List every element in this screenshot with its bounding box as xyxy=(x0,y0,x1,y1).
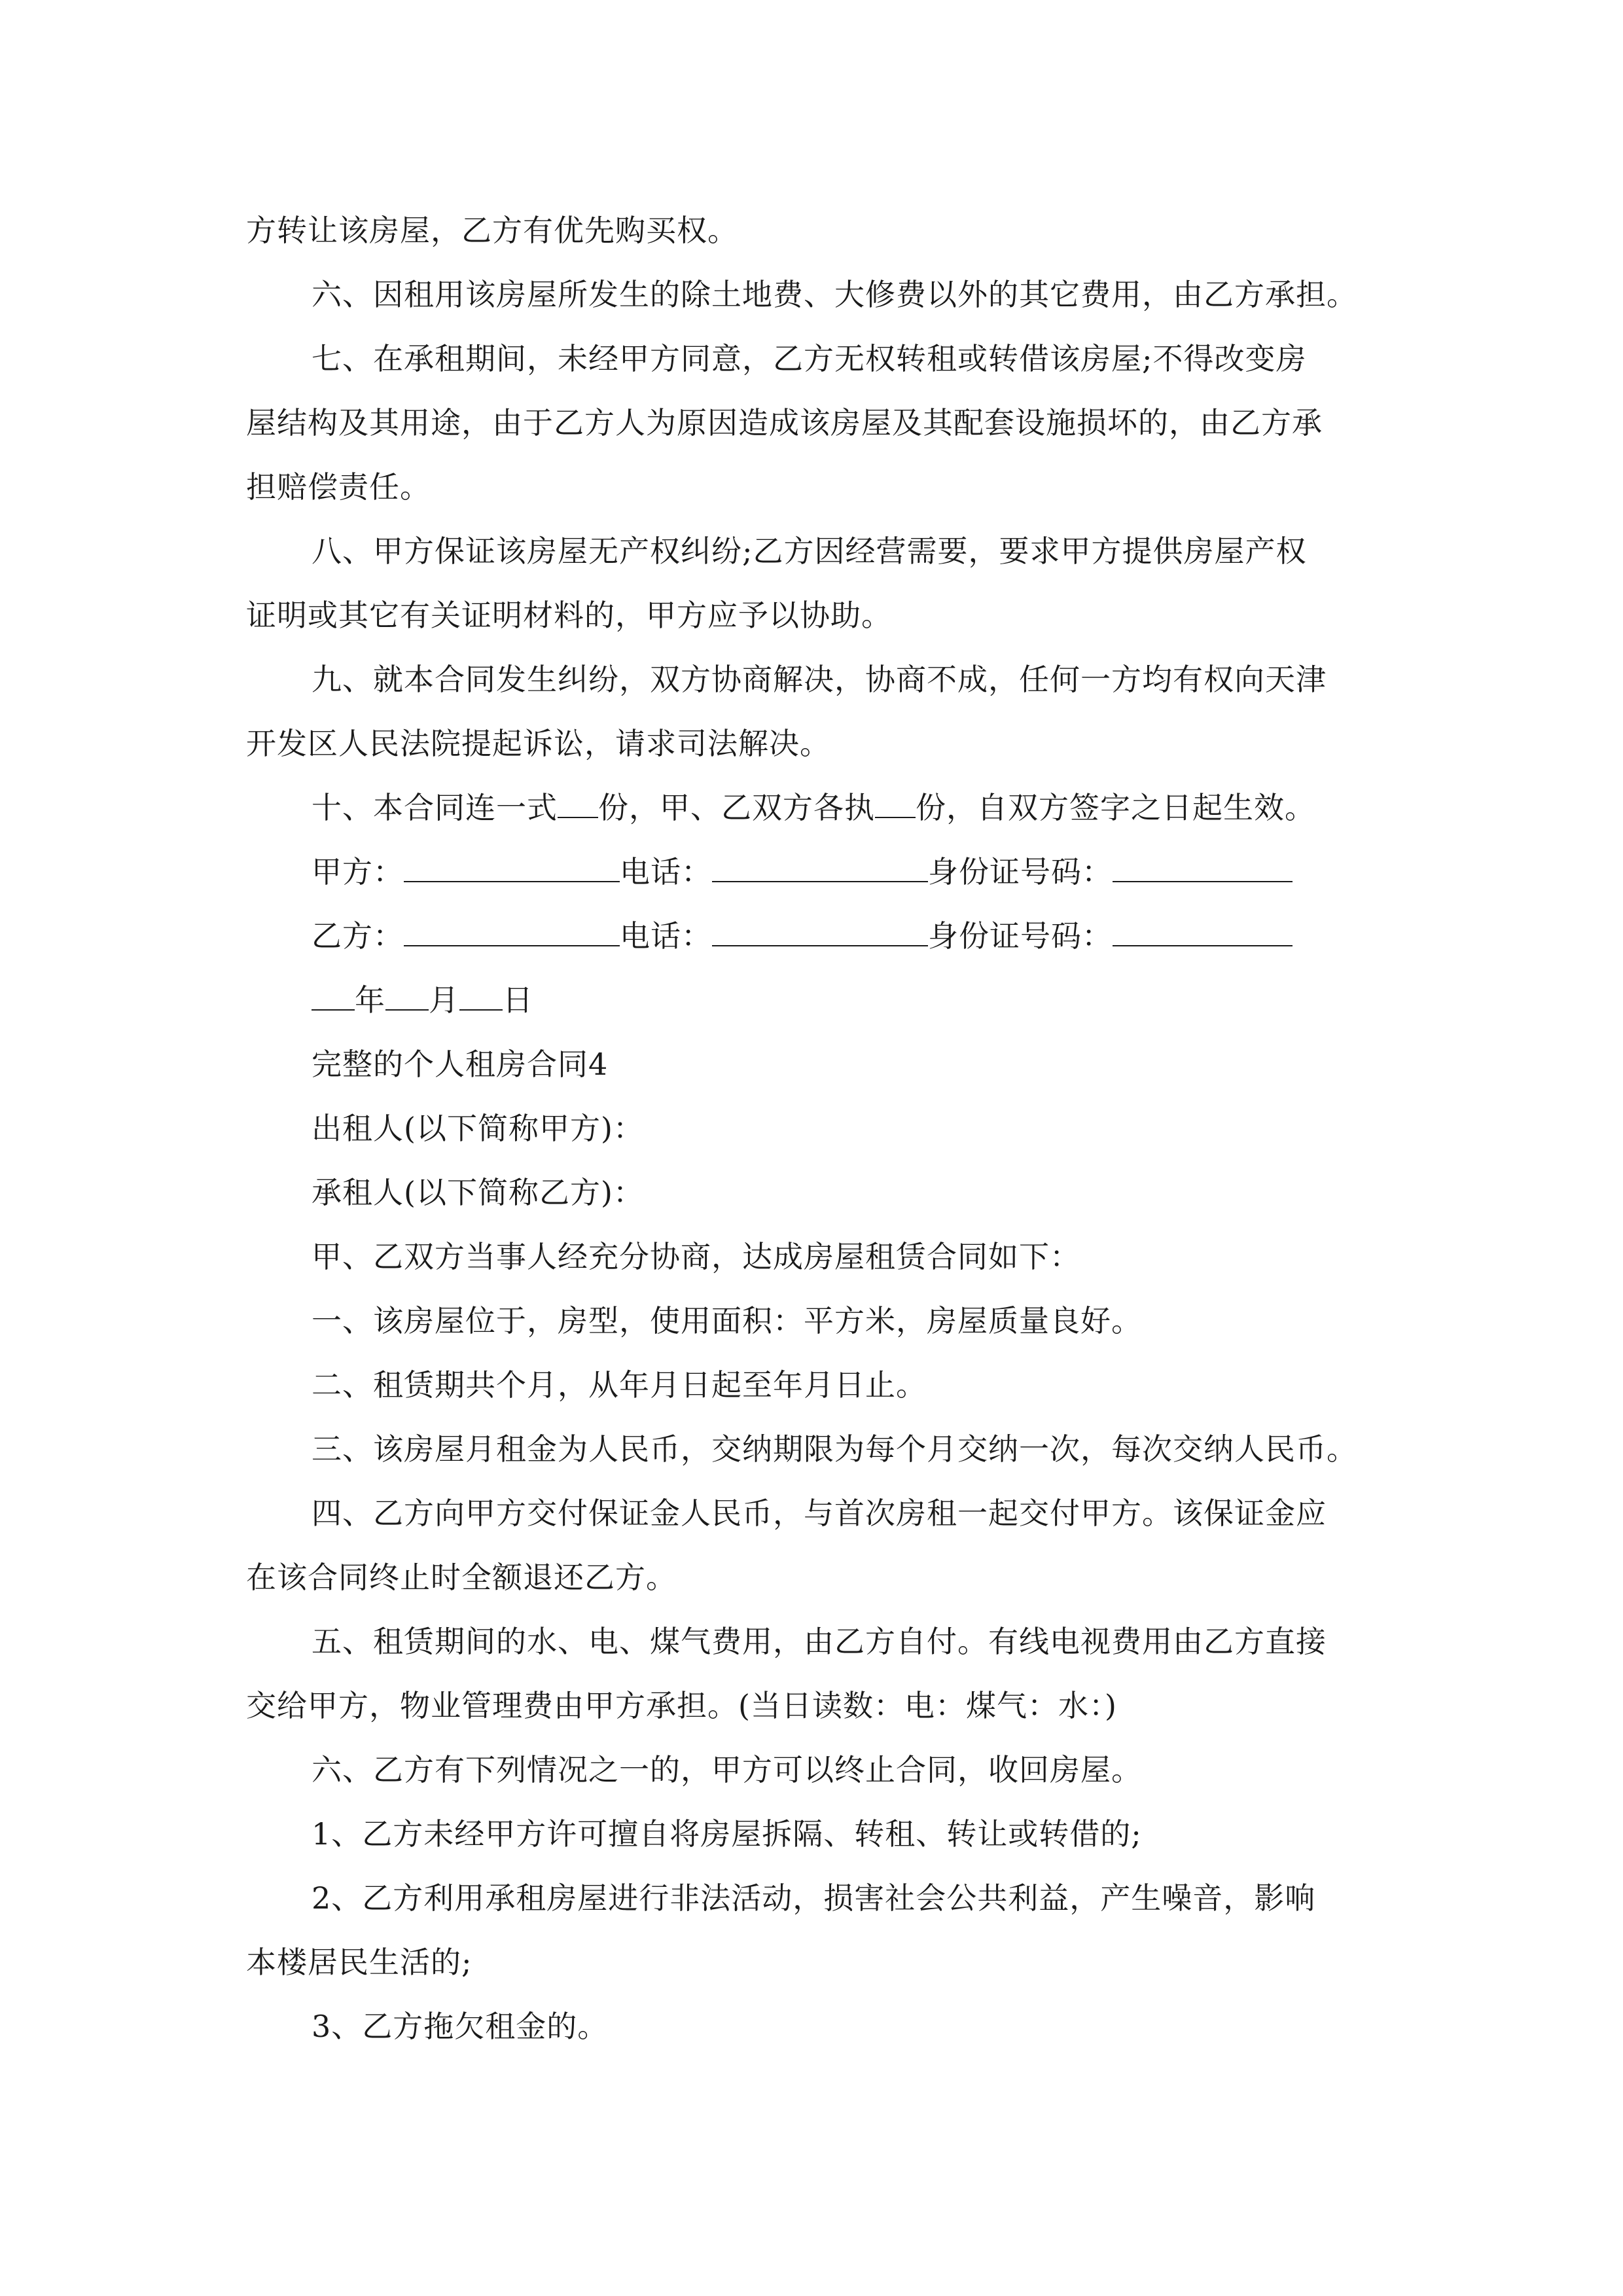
text-line: 开发区人民法院提起诉讼，请求司法解决。 xyxy=(246,726,830,761)
party-a-signature-line xyxy=(312,852,1293,891)
month-blank[interactable] xyxy=(385,982,429,1011)
text-line: 担赔偿责任。 xyxy=(246,469,431,505)
text-line: 屋结构及其用途，由于乙方人为原因造成该房屋及其配套设施损坏的，由乙方承 xyxy=(246,405,1323,440)
text-line: 方转让该房屋，乙方有优先购买权。 xyxy=(246,213,738,248)
sub-item-2: 2、乙方利用承租房屋进行非法活动，损害社会公共利益，产生噪音，影响 xyxy=(312,1880,1316,1916)
phone-label: 电话： xyxy=(620,854,712,889)
clause-5-paragraph: 五、租赁期间的水、电、煤气费用，由乙方自付。有线电视费用由乙方直接 xyxy=(312,1624,1327,1659)
text-line: 本楼居民生活的; xyxy=(246,1945,473,1980)
date-line xyxy=(312,980,533,1020)
year-blank[interactable] xyxy=(312,982,355,1011)
clause-1-paragraph: 一、该房屋位于，房型，使用面积：平方米，房屋质量良好。 xyxy=(312,1303,1142,1338)
sub-item-3: 3、乙方拖欠租金的。 xyxy=(312,2009,609,2044)
text-line: 在该合同终止时全额退还乙方。 xyxy=(246,1560,677,1595)
month-label: 月 xyxy=(429,982,459,1018)
preamble-paragraph: 甲、乙双方当事人经充分协商，达成房屋租赁合同如下： xyxy=(312,1239,1080,1274)
clause-10-text-part3: 份，自双方签字之日起生效。 xyxy=(916,790,1315,825)
clause-6b-paragraph: 六、乙方有下列情况之一的，甲方可以终止合同，收回房屋。 xyxy=(312,1752,1142,1787)
clause-10-paragraph xyxy=(312,788,1315,827)
clause-4-paragraph: 四、乙方向甲方交付保证金人民币，与首次房租一起交付甲方。该保证金应 xyxy=(312,1496,1327,1531)
party-a-phone-blank[interactable] xyxy=(712,853,928,882)
contract-title: 完整的个人租房合同4 xyxy=(312,1047,609,1082)
party-a-label: 甲方： xyxy=(312,854,404,889)
year-label: 年 xyxy=(355,982,385,1018)
clause-9-paragraph: 九、就本合同发生纠纷，双方协商解决，协商不成，任何一方均有权向天津 xyxy=(312,662,1327,697)
party-b-label: 乙方： xyxy=(312,918,404,954)
lessee-line: 承租人(以下简称乙方)： xyxy=(312,1175,644,1210)
id-number-label: 身份证号码： xyxy=(928,918,1113,954)
clause-10-text-part2: 份，甲、乙双方各执 xyxy=(598,790,875,825)
lessor-line: 出租人(以下简称甲方)： xyxy=(312,1111,644,1146)
clause-3-paragraph: 三、该房屋月租金为人民币，交纳期限为每个月交纳一次，每次交纳人民币。 xyxy=(312,1431,1357,1467)
clause-10-text-part1: 十、本合同连一式 xyxy=(312,790,558,825)
clause-2-paragraph: 二、租赁期共个月，从年月日起至年月日止。 xyxy=(312,1367,927,1403)
clause-7-paragraph: 七、在承租期间，未经甲方同意，乙方无权转租或转借该房屋;不得改变房 xyxy=(312,341,1307,376)
sub-item-1: 1、乙方未经甲方许可擅自将房屋拆隔、转租、转让或转借的; xyxy=(312,1816,1142,1852)
day-blank[interactable] xyxy=(459,982,503,1011)
copies-each-blank[interactable] xyxy=(875,789,916,818)
day-label: 日 xyxy=(503,982,533,1018)
id-number-label: 身份证号码： xyxy=(928,854,1113,889)
clause-8-paragraph: 八、甲方保证该房屋无产权纠纷;乙方因经营需要，要求甲方提供房屋产权 xyxy=(312,533,1307,569)
copies-total-blank[interactable] xyxy=(558,789,598,818)
party-b-phone-blank[interactable] xyxy=(712,918,928,946)
party-b-name-blank[interactable] xyxy=(404,918,620,946)
party-a-name-blank[interactable] xyxy=(404,853,620,882)
text-line: 证明或其它有关证明材料的，甲方应予以协助。 xyxy=(246,598,892,633)
text-line: 交给甲方，物业管理费由甲方承担。(当日读数：电：煤气：水：) xyxy=(246,1688,1117,1723)
clause-6-paragraph: 六、因租用该房屋所发生的除土地费、大修费以外的其它费用，由乙方承担。 xyxy=(312,277,1357,312)
party-b-id-blank[interactable] xyxy=(1113,918,1293,946)
party-b-signature-line xyxy=(312,916,1293,956)
party-a-id-blank[interactable] xyxy=(1113,853,1293,882)
phone-label: 电话： xyxy=(620,918,712,954)
